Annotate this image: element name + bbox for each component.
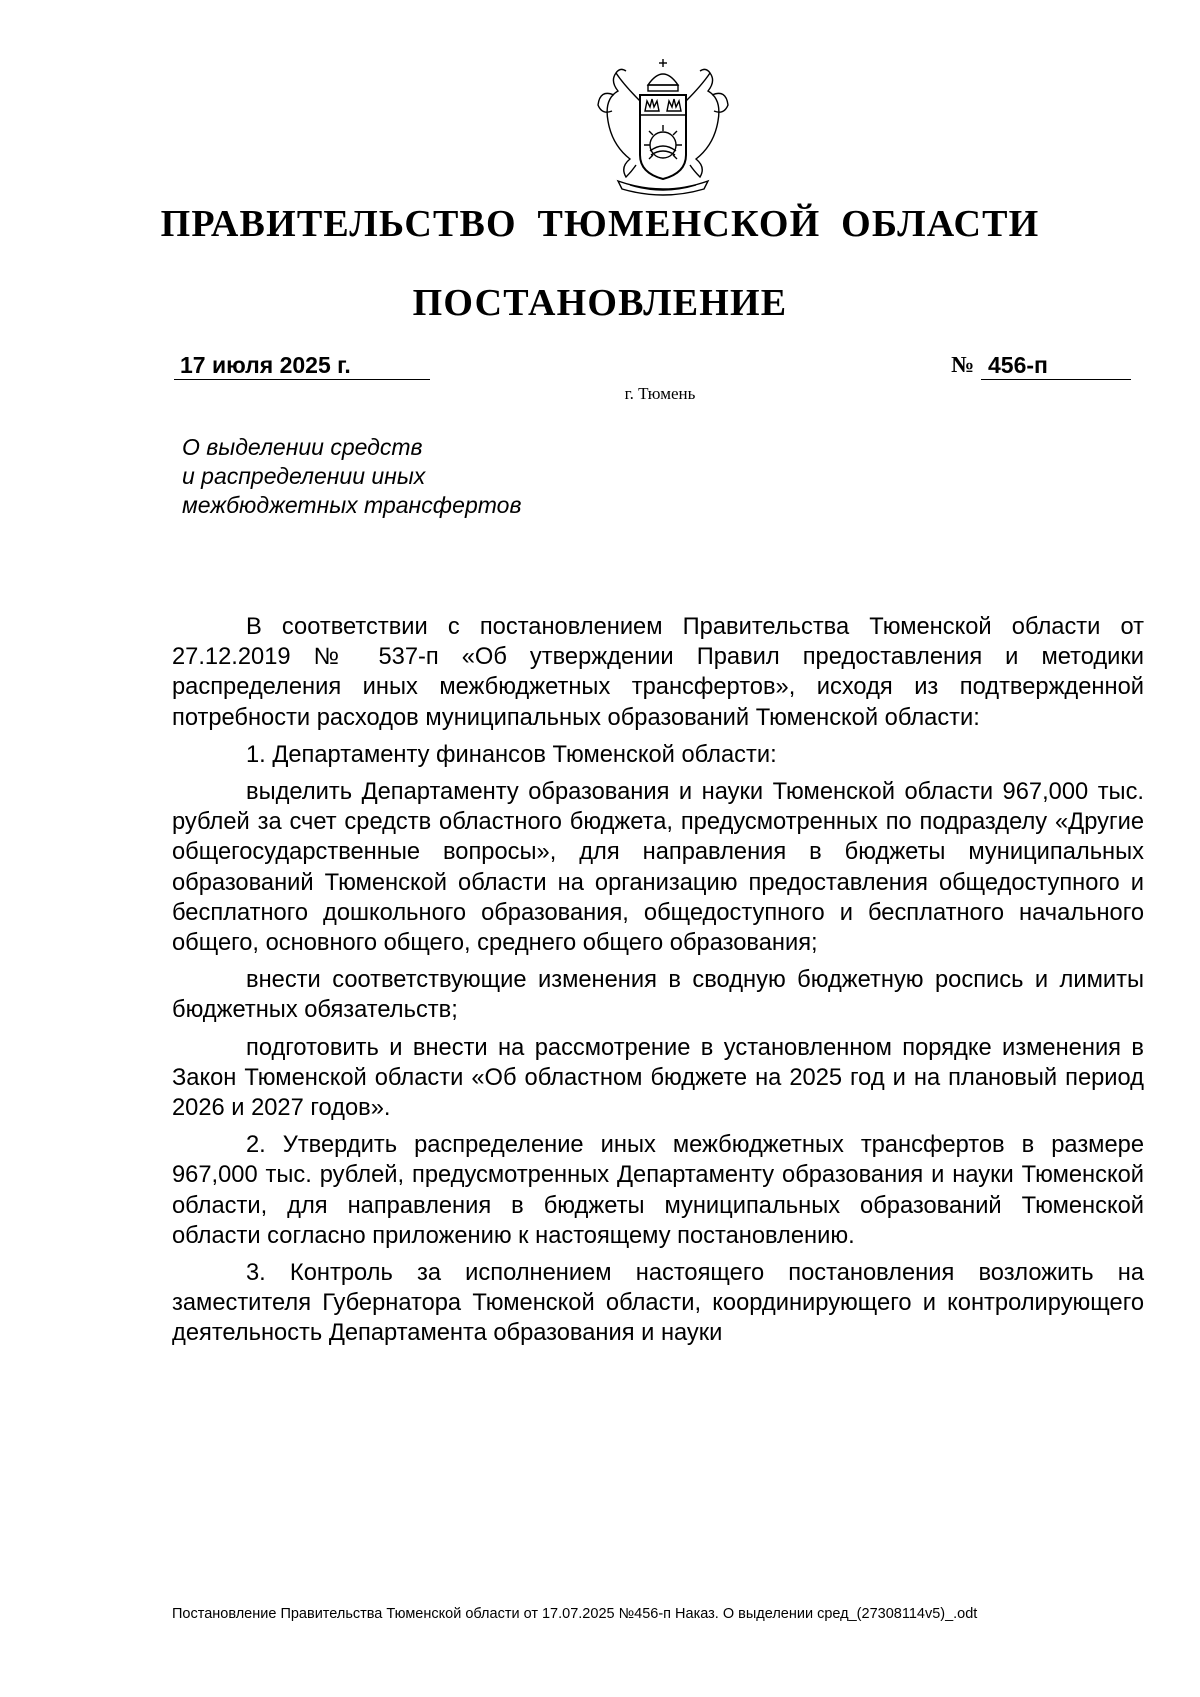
body-paragraph: внести соответствующие изменения в сводную бюджетную роспись и лимиты бюджетных обязательств; [172,967,1144,1024]
body-paragraph: выделить Департаменту образования и науки Тюменской области 967,000 тыс. рублей за счет средств областного бюджета, предусмотренных по подразделу «Другие общегосударственные вопросы», для направления в бюджеты муниципальных образований Тюменской области на организацию предоставления общедоступного и бесплатного дошкольного образования, общедоступного и бесплатного начального общего, основного общего, среднего общего образования; [172,779,1144,957]
number-sign: № [951,352,975,377]
body-paragraph: 3. Контроль за исполнением настоящего постановления возложить на заместителя Губернатора Тюменской области, координирующего и контролирующего деятельность Департамента образования и науки [172,1260,1144,1347]
government-title: ПРАВИТЕЛЬСТВО ТЮМЕНСКОЙ ОБЛАСТИ [160,203,1040,245]
document-type-heading: ПОСТАНОВЛЕНИЕ [412,282,788,324]
file-footer: Постановление Правительства Тюменской области от 17.07.2025 №456-п Наказ. О выделении сред_(27308114v5)_.odt [172,1606,978,1622]
document-number-block [951,350,1131,380]
subject-line: О выделении средств [182,434,423,460]
body-paragraph: подготовить и внести на рассмотрение в установленном порядке изменения в Закон Тюменской области «Об областном бюджете на 2025 год и на плановый период 2026 и 2027 годов». [172,1034,1144,1122]
document-body [172,612,1144,1356]
subject-line: межбюджетных трансфертов [182,492,522,518]
body-paragraph: 1. Департаменту финансов Тюменской области: [246,741,777,768]
city-label: г. Тюмень [624,384,696,403]
body-paragraph: 2. Утвердить распределение иных межбюджетных трансфертов в размере 967,000 тыс. рублей, предусмотренных Департаменту образования и науки Тюменской области, для направления в бюджеты муниципальных образований Тюменской области согласно приложению к настоящему постановлению. [172,1132,1144,1249]
subject-line: и распределении иных [182,463,426,489]
document-date: 17 июля 2025 г. [174,350,430,380]
body-paragraph: В соответствии с постановлением Правительства Тюменской области от 27.12.2019 № 537-п «Об утверждении Правил предоставления и методики распределения иных межбюджетных трансфертов», исходя из подтвержденной потребности расходов муниципальных образований Тюменской области: [172,614,1144,731]
document-number: 456-п [981,350,1131,380]
tyumen-region-coat-of-arms-icon [590,55,736,200]
document-subject [182,433,642,520]
